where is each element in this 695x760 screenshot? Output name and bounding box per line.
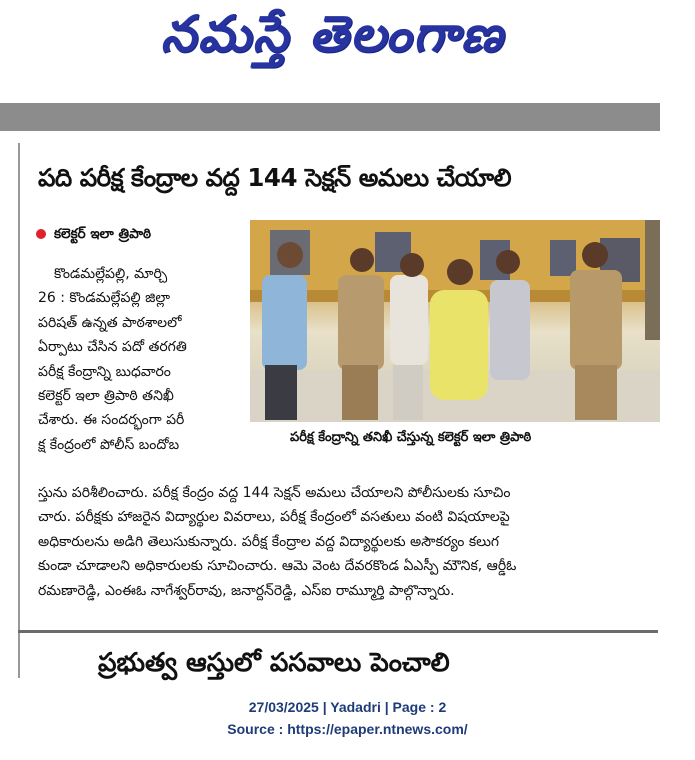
text-line: కుండా చూడాలని అధికారులకు సూచించారు. ఆమె వెంట దేవరకొండ ఏఎస్పీ మౌనిక, ఆర్డీఓ bbox=[38, 558, 517, 575]
next-article-headline: ప్రభుత్వ ఆస్తులో పసవాలు పెంచాలి bbox=[98, 648, 450, 678]
text-line: పరిషత్ ఉన్నత పాఠశాలలో bbox=[38, 314, 182, 331]
article-photo bbox=[250, 220, 660, 422]
text-line: ఏర్పాటు చేసిన పదో తరగతి bbox=[38, 339, 187, 356]
byline bbox=[36, 226, 151, 245]
footer-source-line: Source : https://epaper.ntnews.com/ bbox=[227, 721, 468, 737]
article-headline: పది పరీక్ష కేంద్రాల వద్ద 144 సెక్షన్ అమలు చేయాలి bbox=[38, 163, 512, 192]
footer-date-line: 27/03/2025 | Yadadri | Page : 2 bbox=[248, 699, 447, 715]
masthead bbox=[0, 0, 695, 98]
text-line: 26 : కొండమల్లేపల్లి జిల్లా bbox=[38, 290, 171, 307]
bullet-icon bbox=[36, 229, 46, 239]
newspaper-logo: నమస్తే తెలంగాణ bbox=[160, 4, 505, 63]
text-line: చేశారు. ఈ సందర్భంగా పరీ bbox=[38, 412, 185, 429]
text-line: చారు. పరీక్షకు హాజరైన విద్యార్థుల వివరాలు, పరీక్ష కేంద్రంలో వసతులు వంటి విషయాలపై bbox=[38, 509, 510, 526]
text-line: పరీక్ష కేంద్రాన్ని బుధవారం bbox=[38, 363, 171, 380]
article-divider bbox=[18, 630, 658, 633]
article-column-text bbox=[38, 262, 244, 457]
text-line: క్ష కేంద్రంలో పోలీస్ బందోబ bbox=[38, 436, 180, 453]
text-line: స్తును పరిశీలించారు. పరీక్ష కేంద్రం వద్ద 144 సెక్షన్ అమలు చేయాలని పోలీసులకు సూచిం bbox=[38, 485, 511, 501]
article-wide-text bbox=[38, 481, 658, 603]
byline-text: కలెక్టర్ ఇలా త్రిపాఠి bbox=[54, 226, 151, 242]
text-line: రమణారెడ్డి, ఎంఈఓ నాగేశ్వర్‌రావు, జనార్దన్‌రెడ్డి, ఎస్ఐ రామ్మూర్తి పాల్గొన్నారు. bbox=[38, 582, 455, 599]
section-band bbox=[0, 103, 660, 131]
text-line: అధికారులను అడిగి తెలుసుకున్నారు. పరీక్ష కేంద్రాల వద్ద విద్యార్థులకు అసౌకర్యం కలుగ bbox=[38, 533, 500, 550]
text-line: కలెక్టర్ ఇలా త్రిపాఠి తనిఖీ bbox=[38, 388, 174, 405]
photo-caption: పరీక్ష కేంద్రాన్ని తనిఖీ చేస్తున్న కలెక్టర్ ఇలా త్రిపాఠి bbox=[290, 430, 532, 445]
text-line: కొండమల్లేపల్లి, మార్చి bbox=[54, 266, 168, 282]
clipping-border bbox=[18, 143, 20, 678]
